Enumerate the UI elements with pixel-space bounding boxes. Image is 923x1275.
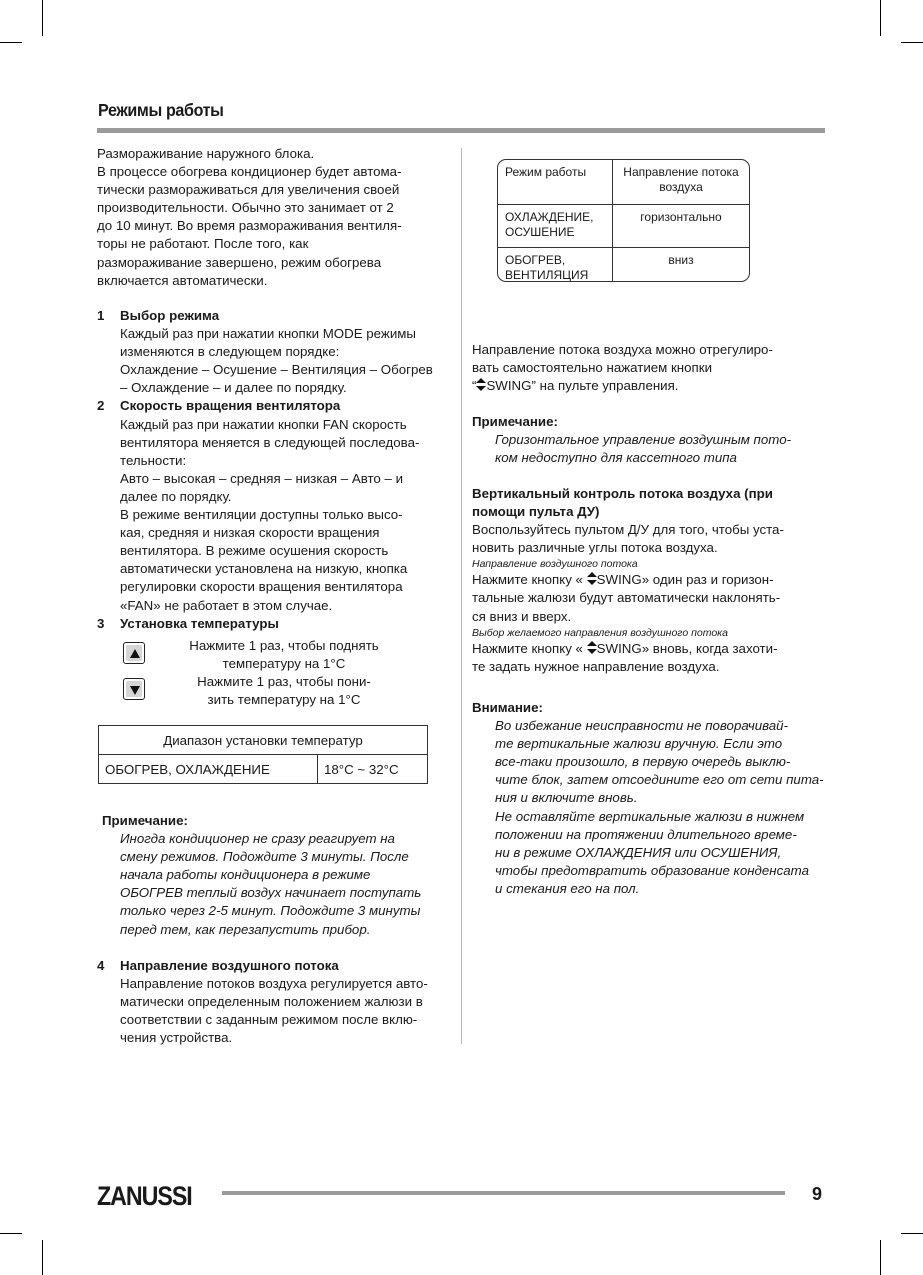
crop-mark xyxy=(901,42,923,43)
arrow-down-icon xyxy=(129,684,141,696)
text-line: ОСУШЕНИЕ xyxy=(505,225,575,239)
text-line: включается автоматически. xyxy=(97,272,268,288)
text-line: Горизонтальное управление воздушным пото- xyxy=(495,432,792,448)
text-line: вентилятора. В режиме осушения скорость xyxy=(120,543,389,559)
swing-icon xyxy=(587,641,597,654)
text-line: Направление потока воздуха можно отрегулиро- xyxy=(472,342,773,357)
text-line: матически определенным положением жалюзи в xyxy=(120,994,423,1010)
text-line xyxy=(472,640,832,658)
table-cell xyxy=(498,205,613,248)
text-line: далее по порядку. xyxy=(120,488,232,504)
text-line: все-таки произошло, в первую очередь выклю- xyxy=(495,754,791,770)
vertical-control-section xyxy=(472,485,832,676)
text-line: перед тем, как перезапустить прибор. xyxy=(120,921,371,937)
text-line: те задать нужное направление воздуха. xyxy=(472,658,720,674)
text-line: Воспользуйтесь пультом Д/У для того, чтобы уста- xyxy=(472,522,784,538)
text-line xyxy=(472,571,832,589)
note-right xyxy=(472,413,832,467)
section-title: Выбор режима xyxy=(120,308,220,323)
text-line: те вертикальные жалюзи вручную. Если это xyxy=(495,736,783,752)
text-line: ОБОГРЕВ теплый воздух начинает поступать xyxy=(120,885,422,901)
crop-mark xyxy=(42,1240,43,1275)
footer-rule xyxy=(222,1191,785,1195)
temp-up-button xyxy=(123,642,145,664)
text-line xyxy=(472,377,832,395)
text-head: Нажмите кнопку « xyxy=(472,640,587,656)
text-line: положении на протяжении длительного време- xyxy=(495,826,797,842)
crop-mark xyxy=(901,1233,923,1234)
text-line: Во избежание неисправности не поворачивай- xyxy=(495,718,788,734)
section-title: Направление воздушного потока xyxy=(120,958,339,973)
text-line: начала работы кондиционера в режиме xyxy=(120,867,371,883)
text-line: Не оставляйте вертикальные жалюзи в нижнем xyxy=(495,808,805,824)
brand-logo: ZANUSSI xyxy=(97,1181,192,1211)
temp-down-caption xyxy=(170,673,398,709)
table-header: Диапазон установки температур xyxy=(99,726,428,755)
text-line: смену режимов. Подождите 3 минуты. После xyxy=(120,849,409,865)
section-number: 2 xyxy=(97,398,105,414)
text-head: Нажмите кнопку « xyxy=(472,572,587,588)
text-line: Направление потока xyxy=(623,165,739,179)
text-line: чите блок, затем отсоедините его от сети пита- xyxy=(495,772,824,788)
temperature-range-table xyxy=(98,725,428,784)
text-line: изменяются в следующем порядке: xyxy=(120,344,340,360)
swing-paragraph xyxy=(472,341,832,395)
text-tail: » один раз и горизон- xyxy=(641,572,774,588)
swing-label: SWING xyxy=(596,572,642,588)
swing-label: SWING xyxy=(486,378,532,394)
text-line: новить различные углы потока воздуха. xyxy=(472,540,718,556)
text-line: торы не работают. После того, как xyxy=(97,236,309,252)
swing-icon xyxy=(587,572,597,585)
table-header xyxy=(498,160,613,205)
text-line: Каждый раз при нажатии кнопки FAN скорость xyxy=(120,416,407,432)
text-line: зить температуру на 1°C xyxy=(207,692,361,708)
text-line: Нажмите 1 раз, чтобы поднять xyxy=(189,638,379,653)
text-line: – Охлаждение – и далее по порядку. xyxy=(120,380,347,396)
text-line: ком недоступно для кассетного типа xyxy=(495,450,737,466)
text-line: производительности. Обычно это занимает от 2 xyxy=(97,200,394,216)
text-line: регулировки скорости вращения вентилятора xyxy=(120,579,403,595)
text-line: ВЕНТИЛЯЦИЯ xyxy=(505,268,589,282)
text-line: Авто – высокая – средняя – низкая – Авто – и xyxy=(120,470,404,486)
temp-up-caption xyxy=(170,637,398,673)
section-airflow xyxy=(97,957,462,1047)
airflow-direction-table xyxy=(497,159,750,282)
text-line: воздуха xyxy=(659,180,703,194)
text-line: ния и включите вновь. xyxy=(495,790,638,806)
table-header xyxy=(613,160,750,205)
subheading: Выбор желаемого направления воздушного потока xyxy=(472,626,728,639)
section-number: 1 xyxy=(97,308,105,323)
text-line: тически размораживаться для увеличения своей xyxy=(97,182,400,198)
temp-down-button xyxy=(123,678,145,700)
note-title: Примечание: xyxy=(472,414,558,429)
text-line: ся вниз и вверх. xyxy=(472,608,572,624)
text-line: и стекания его на пол. xyxy=(495,880,640,896)
table-cell: горизонтально xyxy=(613,205,750,248)
text-line: «FAN» не работает в этом случае. xyxy=(120,597,333,613)
section-title: Установка температуры xyxy=(120,615,279,631)
text-line: тальные жалюзи будут автоматически наклонять- xyxy=(472,590,781,606)
text-line: В процессе обогрева кондиционер будет автома- xyxy=(97,164,402,180)
warning-title: Внимание: xyxy=(472,700,543,715)
text-line: ОБОГРЕВ, xyxy=(505,253,566,267)
text-line: автоматически установлена на низкую, кнопка xyxy=(120,561,408,577)
crop-mark xyxy=(880,0,881,36)
crop-mark xyxy=(0,1233,22,1234)
table-cell: вниз xyxy=(668,253,694,267)
page-title: Режимы работы xyxy=(98,100,224,120)
text-tail: ” на пульте управления. xyxy=(531,378,679,394)
subheading: Направление воздушного потока xyxy=(472,558,638,571)
text-line: тельности: xyxy=(120,452,187,468)
text-line: Охлаждение – Осушение – Вентиляция – Обогрев xyxy=(120,362,433,378)
text-line: до 10 минут. Во время размораживания вентиля- xyxy=(97,218,402,234)
table-cell: 18°C ~ 32°C xyxy=(318,755,428,784)
section-title: Вертикальный контроль потока воздуха (при xyxy=(472,486,773,501)
intro-paragraph xyxy=(97,145,457,290)
text-line: температуру на 1°C xyxy=(222,656,346,672)
text-line: Нажмите 1 раз, чтобы пони- xyxy=(197,674,371,689)
note-title: Примечание: xyxy=(102,813,188,828)
text-line: ОХЛАЖДЕНИЕ, xyxy=(505,210,594,224)
arrow-up-icon xyxy=(129,648,141,660)
text-line: В режиме вентиляции доступны только высо- xyxy=(120,507,403,523)
crop-mark xyxy=(0,42,22,43)
text-line: чтобы предотвратить образование конденсата xyxy=(495,862,809,878)
text-line: размораживание завершено, режим обогрева xyxy=(97,254,382,270)
header-rule xyxy=(97,128,825,133)
text-line: Иногда кондиционер не сразу реагирует на xyxy=(120,831,395,847)
text-line: ни в режиме ОХЛАЖДЕНИЯ или ОСУШЕНИЯ, xyxy=(495,844,782,860)
text-line: кая, средняя и низкая скорости вращения xyxy=(120,525,380,541)
section-mode-select xyxy=(97,307,462,633)
section-title: помощи пульта ДУ) xyxy=(472,504,600,520)
note-left xyxy=(100,812,460,939)
table-cell: ОБОГРЕВ, ОХЛАЖДЕНИЕ xyxy=(99,755,318,784)
crop-mark xyxy=(42,0,43,36)
swing-icon xyxy=(476,378,486,391)
text-tail: » вновь, когда захоти- xyxy=(641,640,778,656)
section-title: Скорость вращения вентилятора xyxy=(120,398,341,414)
quote-mark: “ xyxy=(472,378,477,394)
text-line: Направление потоков воздуха регулируется авто- xyxy=(120,976,428,992)
warning-section xyxy=(472,699,832,898)
text-line: Режим работы xyxy=(505,165,587,179)
text-line: вать самостоятельно нажатием кнопки xyxy=(472,360,712,376)
crop-mark xyxy=(880,1240,881,1275)
section-number: 3 xyxy=(97,615,105,631)
text-line: вентилятора меняется в следующей последова- xyxy=(120,434,420,450)
swing-label: SWING xyxy=(596,640,642,656)
text-line: Размораживание наружного блока. xyxy=(97,146,315,161)
text-line: Каждый раз при нажатии кнопки MODE режимы xyxy=(120,326,416,342)
text-line: соответствии с заданным режимом после вклю- xyxy=(120,1012,418,1028)
section-number: 4 xyxy=(97,958,105,973)
text-line: только через 2-5 минут. Подождите 3 минуты xyxy=(120,903,421,919)
page-number: 9 xyxy=(812,1184,823,1204)
text-line: чения устройства. xyxy=(120,1030,233,1046)
table-cell xyxy=(498,248,613,283)
